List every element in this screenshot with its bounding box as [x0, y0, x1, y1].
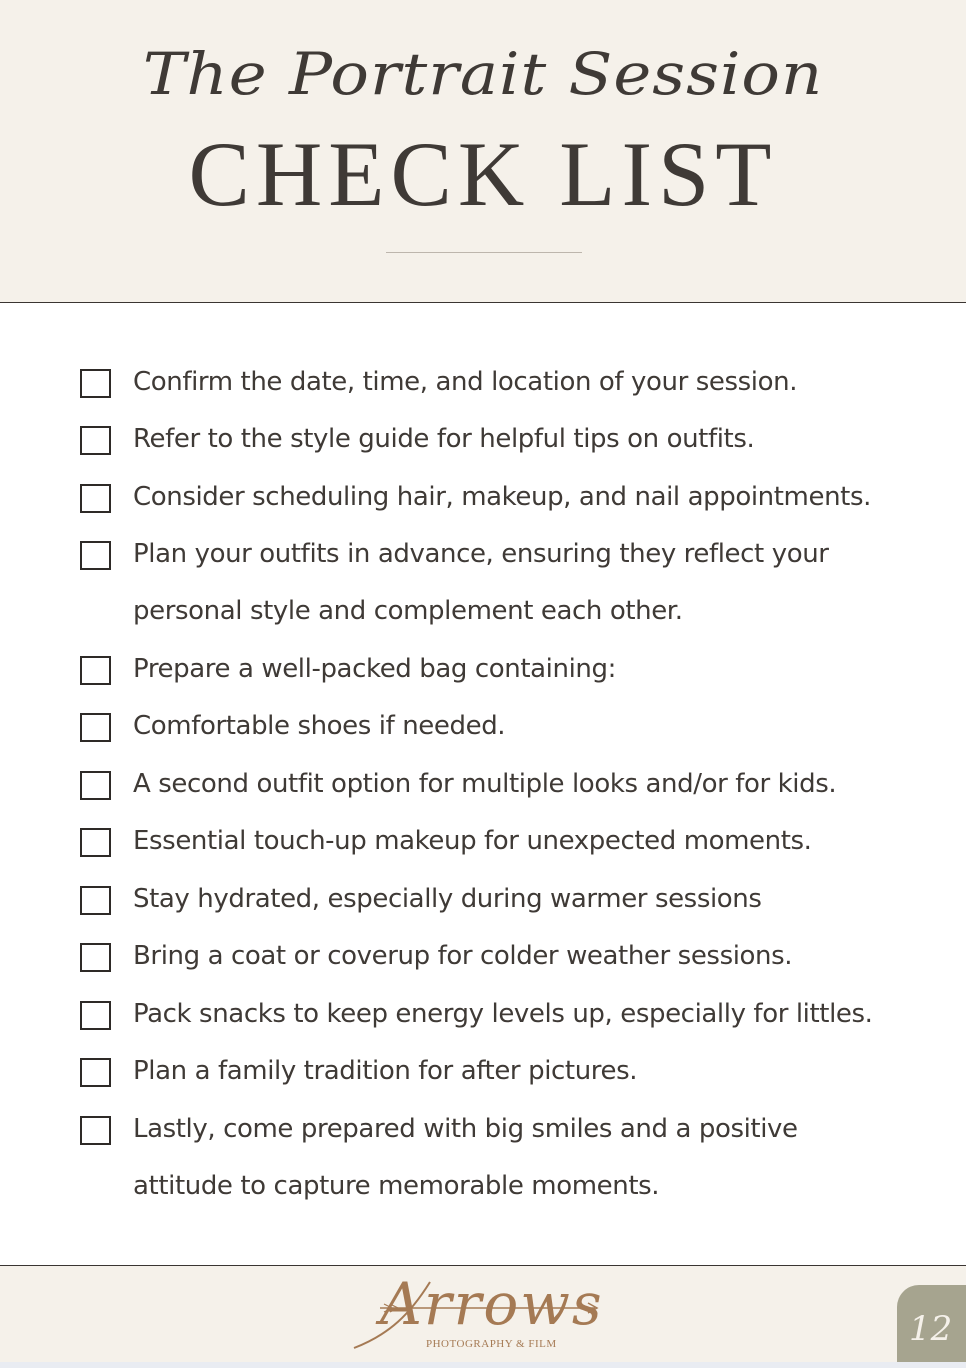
page-number: 12 — [909, 1309, 953, 1349]
checkbox[interactable] — [80, 369, 111, 398]
logo-wordmark: Arrows — [380, 1270, 604, 1338]
checkbox[interactable] — [80, 541, 111, 570]
checkbox[interactable] — [80, 886, 111, 915]
checklist-item-line: Plan your outfits in advance, ensuring they reflect your — [133, 539, 829, 569]
script-title: The Portrait Session — [142, 41, 824, 109]
logo-subtext: PHOTOGRAPHY & FILM — [426, 1338, 557, 1350]
checkbox[interactable] — [80, 943, 111, 972]
page-number-tab — [897, 1285, 966, 1368]
checkbox[interactable] — [80, 426, 111, 455]
checklist-item-line: Refer to the style guide for helpful tips on outfits. — [133, 424, 755, 454]
checkbox[interactable] — [80, 771, 111, 800]
checkbox[interactable] — [80, 828, 111, 857]
checklist-item-line: Prepare a well-packed bag containing: — [133, 654, 616, 684]
checklist-item-line: Essential touch-up makeup for unexpected moments. — [133, 826, 812, 856]
checkbox[interactable] — [80, 1058, 111, 1087]
checkbox[interactable] — [80, 1001, 111, 1030]
checklist-item-line: attitude to capture memorable moments. — [133, 1171, 660, 1201]
brand-logo — [350, 1270, 604, 1354]
header — [0, 0, 966, 303]
page-title: CHECK LIST — [188, 123, 778, 225]
checklist-item-line: Lastly, come prepared with big smiles and a positive — [133, 1114, 798, 1144]
checkbox[interactable] — [80, 656, 111, 685]
checklist-item-line: Pack snacks to keep energy levels up, especially for littles. — [133, 999, 873, 1029]
checklist-item-line: Stay hydrated, especially during warmer sessions — [133, 884, 762, 914]
checkbox[interactable] — [80, 1116, 111, 1145]
checklist-item-line: Plan a family tradition for after pictures. — [133, 1056, 638, 1086]
checklist-item-line: Bring a coat or coverup for colder weather sessions. — [133, 941, 793, 971]
checkbox[interactable] — [80, 484, 111, 513]
checklist-item-line: personal style and complement each other. — [133, 596, 683, 626]
bottom-edge — [0, 1362, 966, 1368]
checklist-item-line: A second outfit option for multiple looks and/or for kids. — [133, 769, 837, 799]
footer — [0, 1265, 966, 1368]
title-divider — [386, 252, 582, 253]
checklist-item-line: Comfortable shoes if needed. — [133, 711, 506, 741]
checkbox[interactable] — [80, 713, 111, 742]
checklist-item-line: Consider scheduling hair, makeup, and nail appointments. — [133, 482, 871, 512]
checklist-item-line: Confirm the date, time, and location of your session. — [133, 367, 798, 397]
